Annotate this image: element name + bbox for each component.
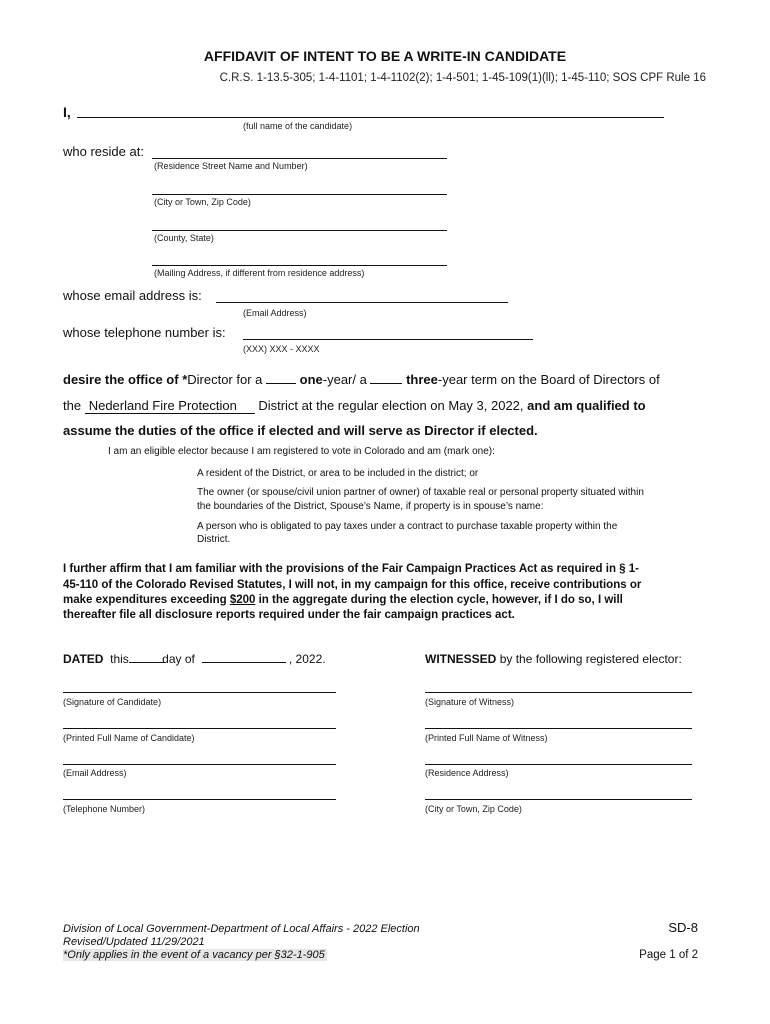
dated-month-blank[interactable] xyxy=(202,662,286,663)
candidate-name-label: (full name of the candidate) xyxy=(243,121,353,131)
email-line[interactable] xyxy=(216,302,508,303)
affirm-line-1: I further affirm that I am familiar with the provisions of the Fair Campaign Practices Act as required in § 1- xyxy=(63,563,639,575)
one-year-blank[interactable] xyxy=(266,383,296,384)
office-three: three xyxy=(406,372,438,387)
eligibility-option-owner-2: the boundaries of the District, Spouse’s Name, if property is in spouse’s name: xyxy=(197,501,544,512)
witness-printed-name-label: (Printed Full Name of Witness) xyxy=(425,733,548,743)
candidate-prefix: I, xyxy=(63,104,71,120)
dated-year: , 2022. xyxy=(288,652,326,666)
office-year-a: -year/ a xyxy=(322,372,367,387)
affirm-line-3-post: in the aggregate during the election cycle, however, if I do so, I will xyxy=(255,594,623,606)
office-the: the xyxy=(63,398,82,413)
dated-this: this xyxy=(110,652,129,666)
eligibility-option-contract-1[interactable]: A person who is obligated to pay taxes under a contract to purchase taxable property within the xyxy=(197,521,618,532)
office-desire: desire the office of * xyxy=(63,372,188,387)
residence-county-line[interactable] xyxy=(152,230,447,231)
witnessed-rest: by the following registered elector: xyxy=(499,652,682,666)
office-line-1 xyxy=(63,372,660,387)
form-title: AFFIDAVIT OF INTENT TO BE A WRITE-IN CANDIDATE xyxy=(203,48,567,64)
mailing-address-line[interactable] xyxy=(152,265,447,266)
dated-day-of: day of xyxy=(162,652,195,666)
dated-row xyxy=(63,652,326,666)
statute-citation: C.R.S. 1-13.5-305; 1-4-1101; 1-4-1102(2); 1-4-501; 1-45-109(1)(ll); 1-45-110; SOS CPF Rule 16 xyxy=(219,72,706,84)
witness-residence-label: (Residence Address) xyxy=(425,768,509,778)
phone-prefix: whose telephone number is: xyxy=(63,325,226,340)
witnessed-row xyxy=(425,652,682,666)
candidate-signature-label: (Signature of Candidate) xyxy=(63,697,162,707)
phone-label: (XXX) XXX - XXXX xyxy=(243,344,320,354)
witness-signature-label: (Signature of Witness) xyxy=(425,697,515,707)
eligibility-option-resident[interactable]: A resident of the District, or area to be included in the district; or xyxy=(197,468,479,479)
footer-line-2: Revised/Updated 11/29/2021 xyxy=(63,936,205,948)
reside-prefix: who reside at: xyxy=(63,144,144,159)
office-director-for: Director for a xyxy=(187,372,263,387)
witness-city-label: (City or Town, Zip Code) xyxy=(425,804,522,814)
candidate-signature-line[interactable] xyxy=(63,692,336,693)
affirm-line-3-pre: make expenditures exceeding xyxy=(63,594,230,606)
footer-line-1: Division of Local Government-Department of Local Affairs - 2022 Election xyxy=(63,923,420,935)
witnessed-label: WITNESSED xyxy=(425,652,497,666)
candidate-email-line[interactable] xyxy=(63,764,336,765)
witness-residence-line[interactable] xyxy=(425,764,692,765)
office-term-rest: -year term on the Board of Directors of xyxy=(437,372,660,387)
office-one: one xyxy=(299,372,323,387)
candidate-telephone-label: (Telephone Number) xyxy=(63,804,146,814)
eligibility-intro: I am an eligible elector because I am registered to vote in Colorado and am (mark one): xyxy=(108,446,495,457)
form-id: SD-8 xyxy=(668,920,698,935)
office-qualified: and am qualified to xyxy=(527,398,646,413)
residence-street-label: (Residence Street Name and Number) xyxy=(154,161,308,171)
candidate-printed-name-line[interactable] xyxy=(63,728,336,729)
eligibility-option-contract-2: District. xyxy=(197,534,231,545)
page-number: Page 1 of 2 xyxy=(639,949,698,961)
affirm-line-3 xyxy=(63,594,623,606)
dated-label: DATED xyxy=(63,652,104,666)
email-label: (Email Address) xyxy=(243,308,307,318)
residence-street-line[interactable] xyxy=(152,158,447,159)
office-line-3: assume the duties of the office if elected and will serve as Director if elected. xyxy=(63,423,538,438)
residence-city-line[interactable] xyxy=(152,194,447,195)
affirm-line-4: thereafter file all disclosure reports required under the fair campaign practices act. xyxy=(63,609,515,621)
candidate-name-line[interactable] xyxy=(77,117,664,118)
residence-county-label: (County, State) xyxy=(154,233,214,243)
dated-day-blank[interactable] xyxy=(129,662,165,663)
candidate-printed-name-label: (Printed Full Name of Candidate) xyxy=(63,733,195,743)
residence-city-label: (City or Town, Zip Code) xyxy=(154,197,251,207)
footer-line-3: *Only applies in the event of a vacancy per §32-1-905 xyxy=(63,949,325,961)
mailing-address-label: (Mailing Address, if different from residence address) xyxy=(154,268,365,278)
witness-printed-name-line[interactable] xyxy=(425,728,692,729)
office-line-2 xyxy=(63,398,646,414)
office-district-rest: District at the regular election on May 3, 2022, xyxy=(258,398,524,413)
phone-line[interactable] xyxy=(243,339,533,340)
eligibility-option-owner-1[interactable]: The owner (or spouse/civil union partner of owner) of taxable real or personal property situated within xyxy=(197,487,644,498)
witness-city-line[interactable] xyxy=(425,799,692,800)
district-name-field[interactable]: Nederland Fire Protection xyxy=(85,398,255,414)
witness-signature-line[interactable] xyxy=(425,692,692,693)
affirm-amount: $200 xyxy=(229,594,256,606)
candidate-email-label: (Email Address) xyxy=(63,768,127,778)
candidate-telephone-line[interactable] xyxy=(63,799,336,800)
affirm-line-2: 45-110 of the Colorado Revised Statutes, I will not, in my campaign for this office, receive contributions or xyxy=(63,579,642,591)
email-prefix: whose email address is: xyxy=(63,288,202,303)
three-year-blank[interactable] xyxy=(370,383,402,384)
